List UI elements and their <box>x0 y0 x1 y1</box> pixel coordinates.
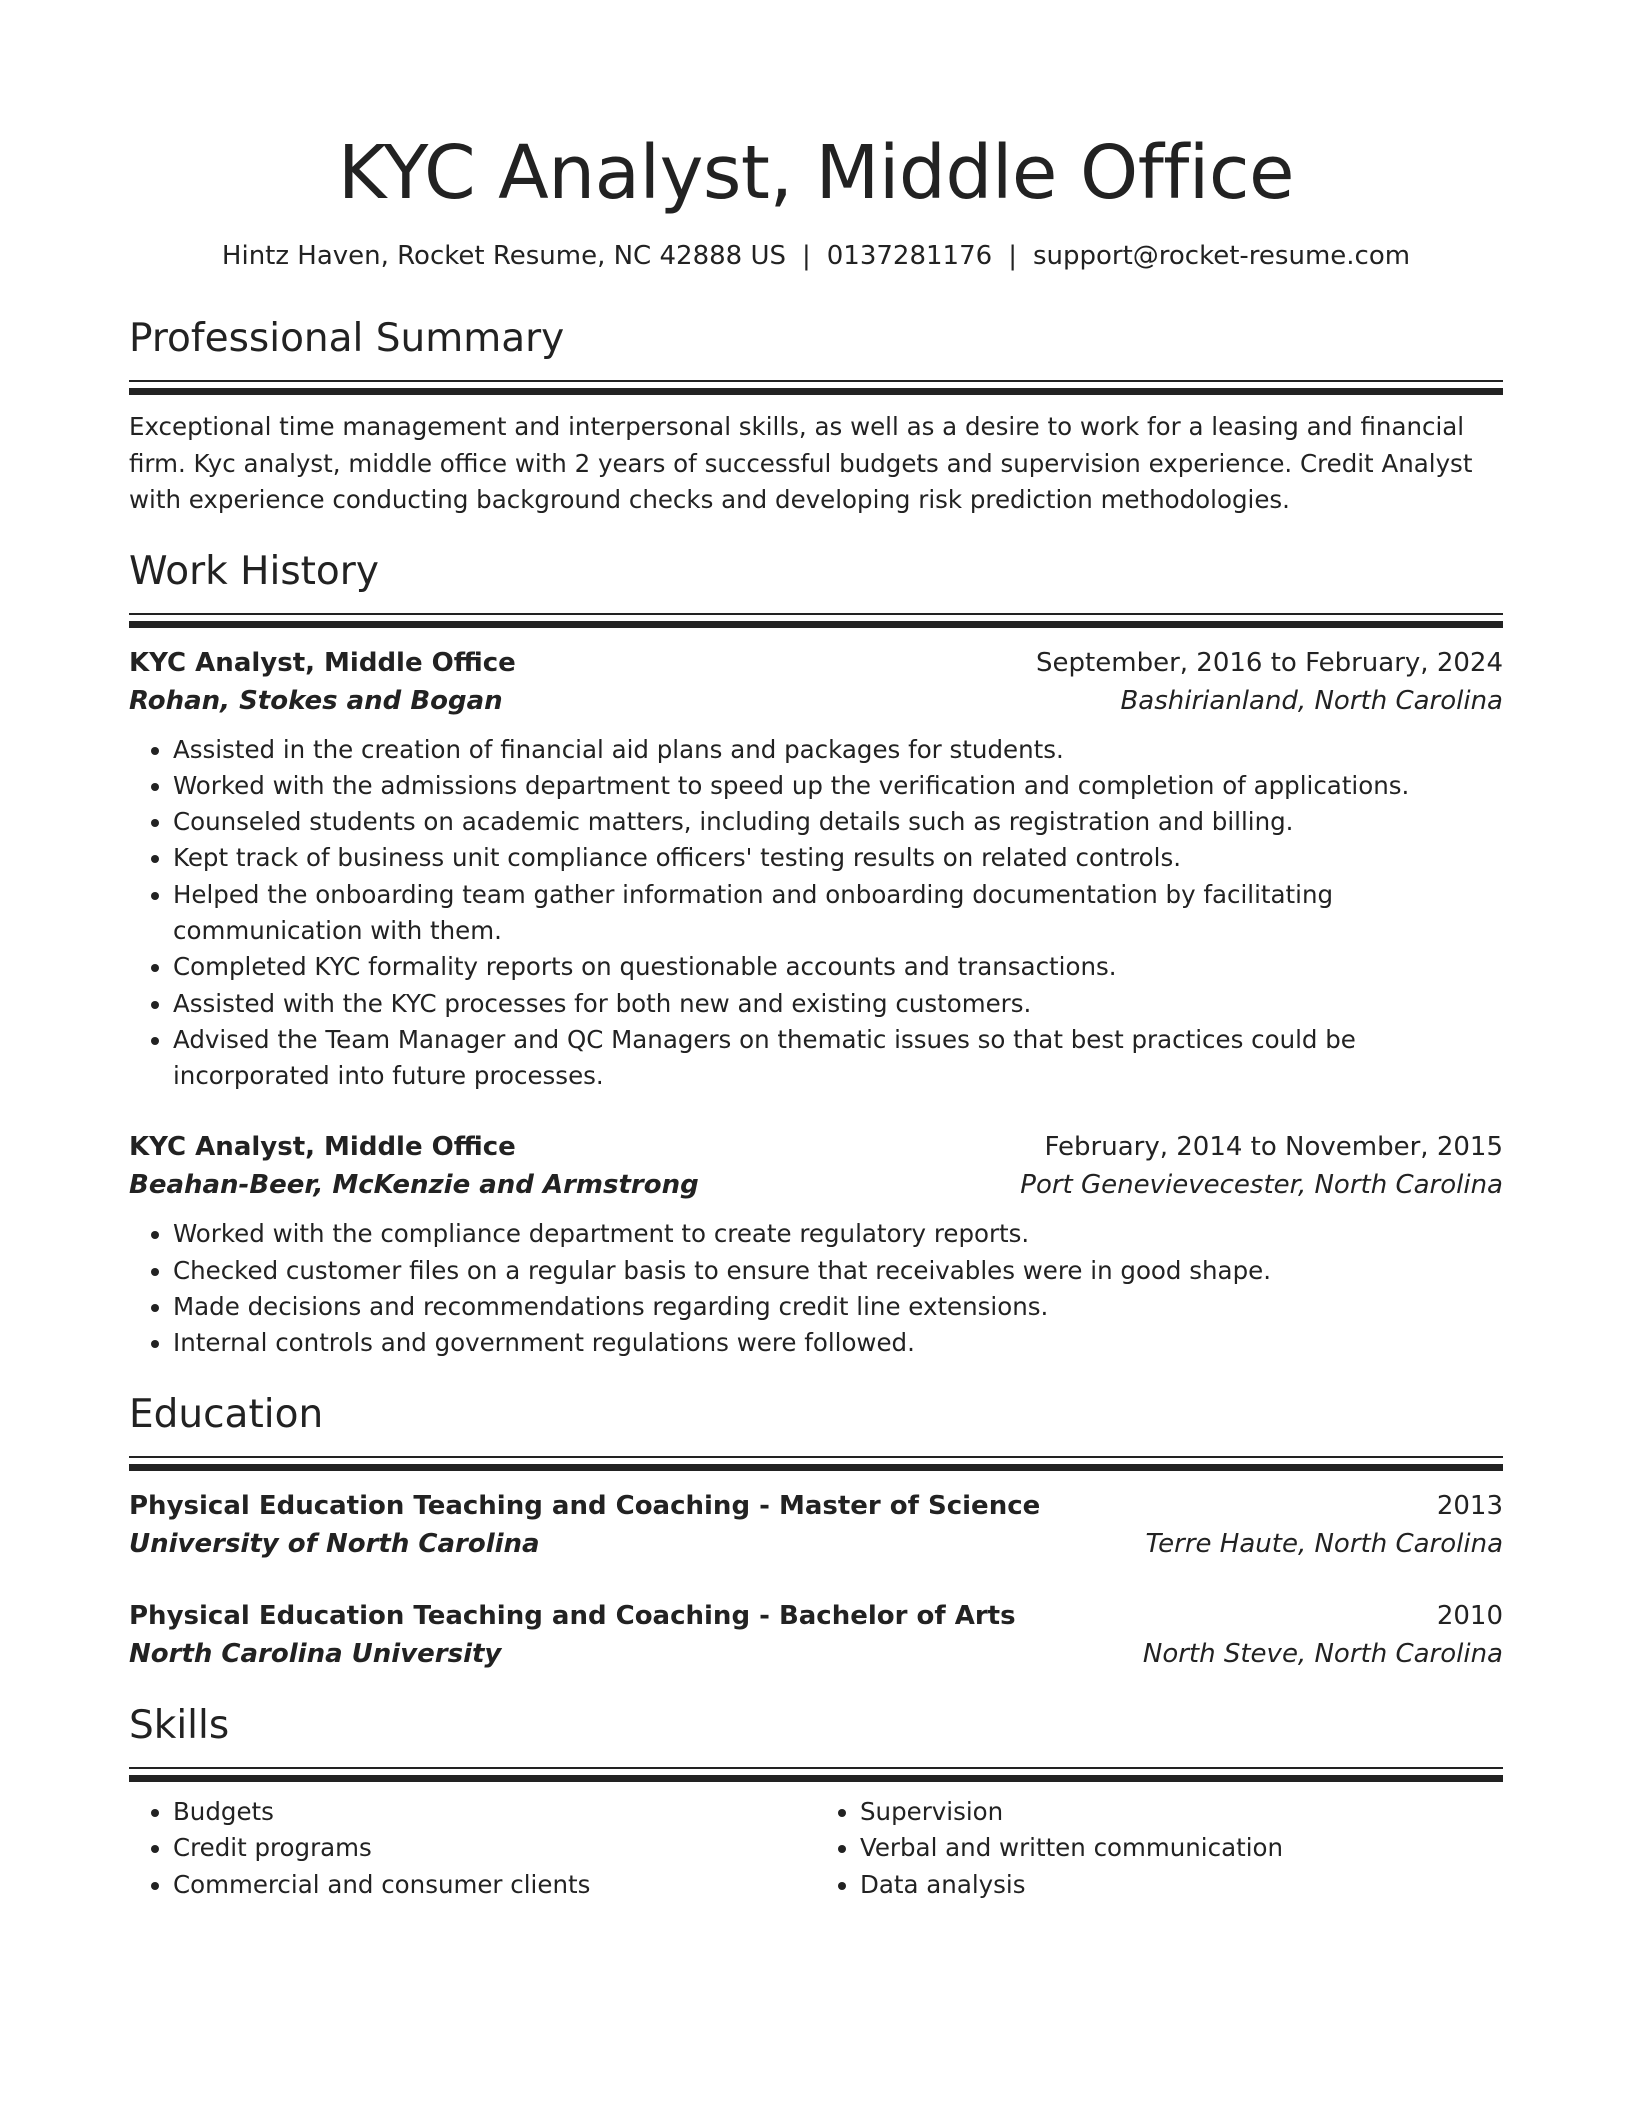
skills-section <box>129 1701 1503 1904</box>
list-item: • Kept track of business unit compliance officers' testing results on related controls. <box>173 840 1503 876</box>
list-item: • Budgets <box>173 1794 816 1831</box>
section-heading: Skills <box>129 1702 230 1748</box>
summary-section <box>129 314 1503 519</box>
education-school-row <box>129 1635 1503 1673</box>
list-item: • Internal controls and government regulations were followed. <box>173 1325 1503 1361</box>
education-location: North Steve, North Carolina <box>1142 1638 1503 1669</box>
contact-email: support@rocket-resume.com <box>1032 241 1411 271</box>
section-heading: Professional Summary <box>129 316 565 361</box>
list-item: • Counseled students on academic matters, including details such as registration and billing. <box>173 804 1503 840</box>
job-company-row <box>129 682 1503 720</box>
contact-line <box>129 238 1503 274</box>
job-company-row <box>129 1166 1503 1204</box>
list-item: • Worked with the compliance department to create regulatory reports. <box>173 1216 1503 1252</box>
list-item: • Completed KYC formality reports on questionable accounts and transactions. <box>173 949 1503 985</box>
education-header-row <box>129 1487 1503 1525</box>
section-divider <box>129 1767 1503 1769</box>
education-year: 2010 <box>1436 1600 1503 1631</box>
contact-address: Hintz Haven, Rocket Resume, NC 42888 US <box>221 241 786 271</box>
education-school-row <box>129 1525 1503 1563</box>
education-year: 2013 <box>1436 1490 1503 1521</box>
job-dates: February, 2014 to November, 2015 <box>1044 1132 1503 1163</box>
section-divider <box>129 380 1503 382</box>
contact-separator: | <box>802 241 811 271</box>
education-header-row <box>129 1597 1503 1635</box>
list-item: • Checked customer files on a regular basis to ensure that receivables were in good shape. <box>173 1253 1503 1289</box>
job-header-row <box>129 1128 1503 1166</box>
education-entry <box>129 1597 1503 1673</box>
work-history-section <box>129 547 1503 1362</box>
skills-list-right <box>816 1794 1503 1904</box>
contact-phone: 0137281176 <box>826 241 993 271</box>
list-item: • Worked with the admissions department to speed up the verification and completion of applications. <box>173 768 1503 804</box>
list-item: • Advised the Team Manager and QC Managers on thematic issues so that best practices could be incorporated into future processes. <box>173 1022 1503 1095</box>
section-divider-thick <box>129 1464 1503 1471</box>
job-company: Rohan, Stokes and Bogan <box>129 685 503 716</box>
job-entry <box>129 644 1503 1095</box>
education-degree: Physical Education Teaching and Coaching - Bachelor of Arts <box>129 1600 1016 1631</box>
education-degree: Physical Education Teaching and Coaching - Master of Science <box>129 1490 1041 1521</box>
section-divider <box>129 613 1503 615</box>
job-title: KYC Analyst, Middle Office <box>129 647 516 678</box>
list-item: • Assisted in the creation of financial aid plans and packages for students. <box>173 732 1503 768</box>
list-item: • Supervision <box>860 1794 1503 1831</box>
education-entry <box>129 1487 1503 1563</box>
job-company: Beahan-Beer, McKenzie and Armstrong <box>129 1170 699 1201</box>
education-section <box>129 1390 1503 1673</box>
list-item: • Commercial and consumer clients <box>173 1867 816 1904</box>
job-location: Bashirianland, North Carolina <box>1120 685 1503 716</box>
list-item: • Verbal and written communication <box>860 1830 1503 1867</box>
list-item: • Data analysis <box>860 1867 1503 1904</box>
job-location: Port Genevievecester, North Carolina <box>1020 1170 1503 1201</box>
education-location: Terre Haute, North Carolina <box>1145 1528 1503 1559</box>
list-item: • Assisted with the KYC processes for both new and existing customers. <box>173 986 1503 1022</box>
section-divider-thick <box>129 388 1503 395</box>
job-bullets <box>129 732 1503 1095</box>
list-item: • Made decisions and recommendations regarding credit line extensions. <box>173 1289 1503 1325</box>
resume-title: KYC Analyst, Middle Office <box>337 130 1295 216</box>
summary-text: Exceptional time management and interpersonal skills, as well as a desire to work for a leasing and financial firm. Kyc analyst, middle office with 2 years of successful budgets and supervision experience. Credit Analyst with experience conducting background checks and developing risk prediction methodologies. <box>129 412 1473 514</box>
job-header-row <box>129 644 1503 682</box>
skills-columns <box>129 1794 1503 1904</box>
list-item: • Credit programs <box>173 1830 816 1867</box>
section-divider-thick <box>129 621 1503 628</box>
education-school: North Carolina University <box>129 1638 502 1669</box>
section-divider-thick <box>129 1775 1503 1782</box>
job-entry <box>129 1128 1503 1361</box>
section-divider <box>129 1456 1503 1458</box>
job-title: KYC Analyst, Middle Office <box>129 1132 516 1163</box>
job-bullets <box>129 1216 1503 1361</box>
job-dates: September, 2016 to February, 2024 <box>1036 647 1503 678</box>
section-heading: Work History <box>129 548 379 594</box>
education-school: University of North Carolina <box>129 1528 540 1559</box>
contact-separator: | <box>1008 241 1017 271</box>
skills-list-left <box>129 1794 816 1904</box>
list-item: • Helped the onboarding team gather information and onboarding documentation by facilitating communication with them. <box>173 877 1503 950</box>
section-heading: Education <box>129 1391 324 1437</box>
